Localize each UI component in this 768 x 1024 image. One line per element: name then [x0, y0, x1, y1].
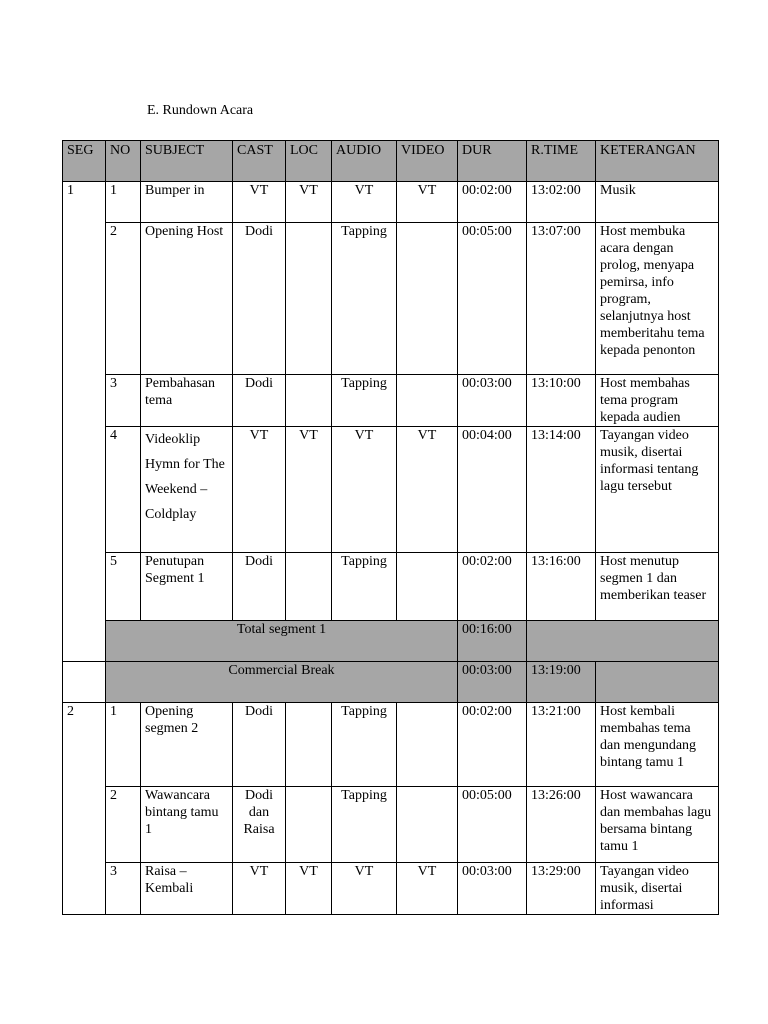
col-header-dur: DUR [458, 141, 527, 182]
col-header-no: NO [106, 141, 141, 182]
table-row [63, 182, 719, 223]
table-row [63, 223, 719, 375]
rtime-cell: 13:02:00 [527, 182, 596, 223]
video-cell [397, 553, 458, 621]
table-row [63, 863, 719, 915]
subject-cell: Opening Host [141, 223, 233, 375]
audio-cell: Tapping [332, 223, 397, 375]
no-cell: 4 [106, 427, 141, 553]
col-header-keterangan: KETERANGAN [596, 141, 719, 182]
seg-cell-empty [63, 662, 106, 703]
col-header-subject: SUBJECT [141, 141, 233, 182]
rtime-cell: 13:14:00 [527, 427, 596, 553]
commercial-dur: 00:03:00 [458, 662, 527, 703]
cast-cell: Dodi [233, 223, 286, 375]
cast-cell: VT [233, 427, 286, 553]
keterangan-cell: Host membuka acara dengan prolog, menyapa pemirsa, info program, selanjutnya host memberitahu tema kepada penonton [596, 223, 719, 375]
rtime-cell: 13:21:00 [527, 703, 596, 787]
audio-cell: Tapping [332, 703, 397, 787]
no-cell: 3 [106, 375, 141, 427]
subject-cell: Penutupan Segment 1 [141, 553, 233, 621]
subject-cell: Pembahasan tema [141, 375, 233, 427]
col-header-audio: AUDIO [332, 141, 397, 182]
dur-cell: 00:05:00 [458, 223, 527, 375]
cast-cell: Dodi [233, 553, 286, 621]
commercial-row [63, 662, 719, 703]
rtime-cell: 13:07:00 [527, 223, 596, 375]
commercial-label: Commercial Break [106, 662, 458, 703]
commercial-keterangan [596, 662, 719, 703]
loc-cell: VT [286, 863, 332, 915]
total-row [63, 621, 719, 662]
rtime-cell: 13:26:00 [527, 787, 596, 863]
table-row [63, 787, 719, 863]
keterangan-cell: Host menutup segmen 1 dan memberikan teaser [596, 553, 719, 621]
loc-cell [286, 375, 332, 427]
keterangan-cell: Tayangan video musik, disertai informasi [596, 863, 719, 915]
video-cell [397, 703, 458, 787]
no-cell: 2 [106, 223, 141, 375]
video-cell: VT [397, 863, 458, 915]
cast-cell: Dodi [233, 703, 286, 787]
keterangan-cell: Musik [596, 182, 719, 223]
video-cell [397, 787, 458, 863]
loc-cell [286, 703, 332, 787]
dur-cell: 00:02:00 [458, 182, 527, 223]
seg-cell: 1 [63, 182, 106, 662]
keterangan-cell: Tayangan video musik, disertai informasi tentang lagu tersebut [596, 427, 719, 553]
cast-cell: VT [233, 182, 286, 223]
audio-cell: VT [332, 182, 397, 223]
dur-cell: 00:02:00 [458, 703, 527, 787]
video-cell: VT [397, 182, 458, 223]
rtime-cell: 13:29:00 [527, 863, 596, 915]
video-cell [397, 375, 458, 427]
subject-cell: Raisa – Kembali [141, 863, 233, 915]
loc-cell: VT [286, 427, 332, 553]
col-header-rtime: R.TIME [527, 141, 596, 182]
video-cell [397, 223, 458, 375]
table-row [63, 427, 719, 553]
loc-cell [286, 223, 332, 375]
no-cell: 5 [106, 553, 141, 621]
cast-cell: VT [233, 863, 286, 915]
subject-cell: Opening segmen 2 [141, 703, 233, 787]
total-label: Total segment 1 [106, 621, 458, 662]
dur-cell: 00:03:00 [458, 375, 527, 427]
loc-cell [286, 787, 332, 863]
audio-cell: VT [332, 427, 397, 553]
col-header-seg: SEG [63, 141, 106, 182]
subject-cell: Wawancara bintang tamu 1 [141, 787, 233, 863]
loc-cell: VT [286, 182, 332, 223]
cast-cell: Dodi [233, 375, 286, 427]
commercial-rtime: 13:19:00 [527, 662, 596, 703]
subject-cell: Videoklip Hymn for The Weekend – Coldplay [141, 427, 233, 553]
no-cell: 3 [106, 863, 141, 915]
audio-cell: Tapping [332, 553, 397, 621]
col-header-video: VIDEO [397, 141, 458, 182]
no-cell: 1 [106, 182, 141, 223]
col-header-loc: LOC [286, 141, 332, 182]
keterangan-cell: Host kembali membahas tema dan mengundang bintang tamu 1 [596, 703, 719, 787]
rtime-cell: 13:16:00 [527, 553, 596, 621]
rtime-cell: 13:10:00 [527, 375, 596, 427]
cast-cell: Dodi dan Raisa [233, 787, 286, 863]
dur-cell: 00:04:00 [458, 427, 527, 553]
audio-cell: VT [332, 863, 397, 915]
total-dur: 00:16:00 [458, 621, 527, 662]
loc-cell [286, 553, 332, 621]
table-row [63, 703, 719, 787]
video-cell: VT [397, 427, 458, 553]
document-heading: E. Rundown Acara [147, 103, 254, 118]
table-row [63, 375, 719, 427]
dur-cell: 00:03:00 [458, 863, 527, 915]
seg-cell: 2 [63, 703, 106, 915]
audio-cell: Tapping [332, 787, 397, 863]
no-cell: 2 [106, 787, 141, 863]
rundown-table [62, 140, 719, 915]
no-cell: 1 [106, 703, 141, 787]
keterangan-cell: Host wawancara dan membahas lagu bersama bintang tamu 1 [596, 787, 719, 863]
dur-cell: 00:02:00 [458, 553, 527, 621]
keterangan-cell: Host membahas tema program kepada audien [596, 375, 719, 427]
total-empty-cell [527, 621, 719, 662]
header-row [63, 141, 719, 182]
table-row [63, 553, 719, 621]
audio-cell: Tapping [332, 375, 397, 427]
col-header-cast: CAST [233, 141, 286, 182]
subject-cell: Bumper in [141, 182, 233, 223]
dur-cell: 00:05:00 [458, 787, 527, 863]
